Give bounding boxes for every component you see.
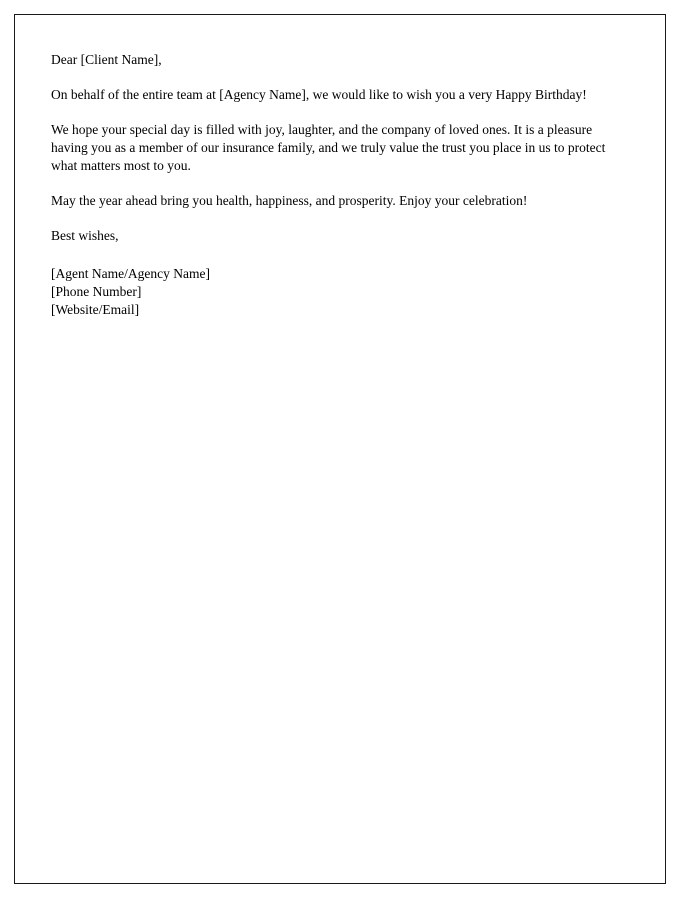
signature-block: [51, 265, 631, 319]
signature-website-email: [Website/Email]: [51, 302, 140, 317]
letter-page: [14, 14, 666, 884]
salutation: Dear [Client Name],: [51, 52, 162, 67]
paragraph-wishes: May the year ahead bring you health, happiness, and prosperity. Enjoy your celebration!: [51, 193, 528, 208]
paragraph-message: We hope your special day is filled with joy, laughter, and the company of loved ones. It is a pleasure having you as a member of our insurance family, and we truly value the trust you place in us to protect what matters most to you.: [51, 122, 606, 173]
signature-phone: [Phone Number]: [51, 284, 142, 299]
signature-agent-name: [Agent Name/Agency Name]: [51, 266, 210, 281]
closing: Best wishes,: [51, 228, 119, 243]
letter-body: [51, 51, 631, 319]
paragraph-greeting: On behalf of the entire team at [Agency Name], we would like to wish you a very Happy Birthday!: [51, 87, 587, 102]
